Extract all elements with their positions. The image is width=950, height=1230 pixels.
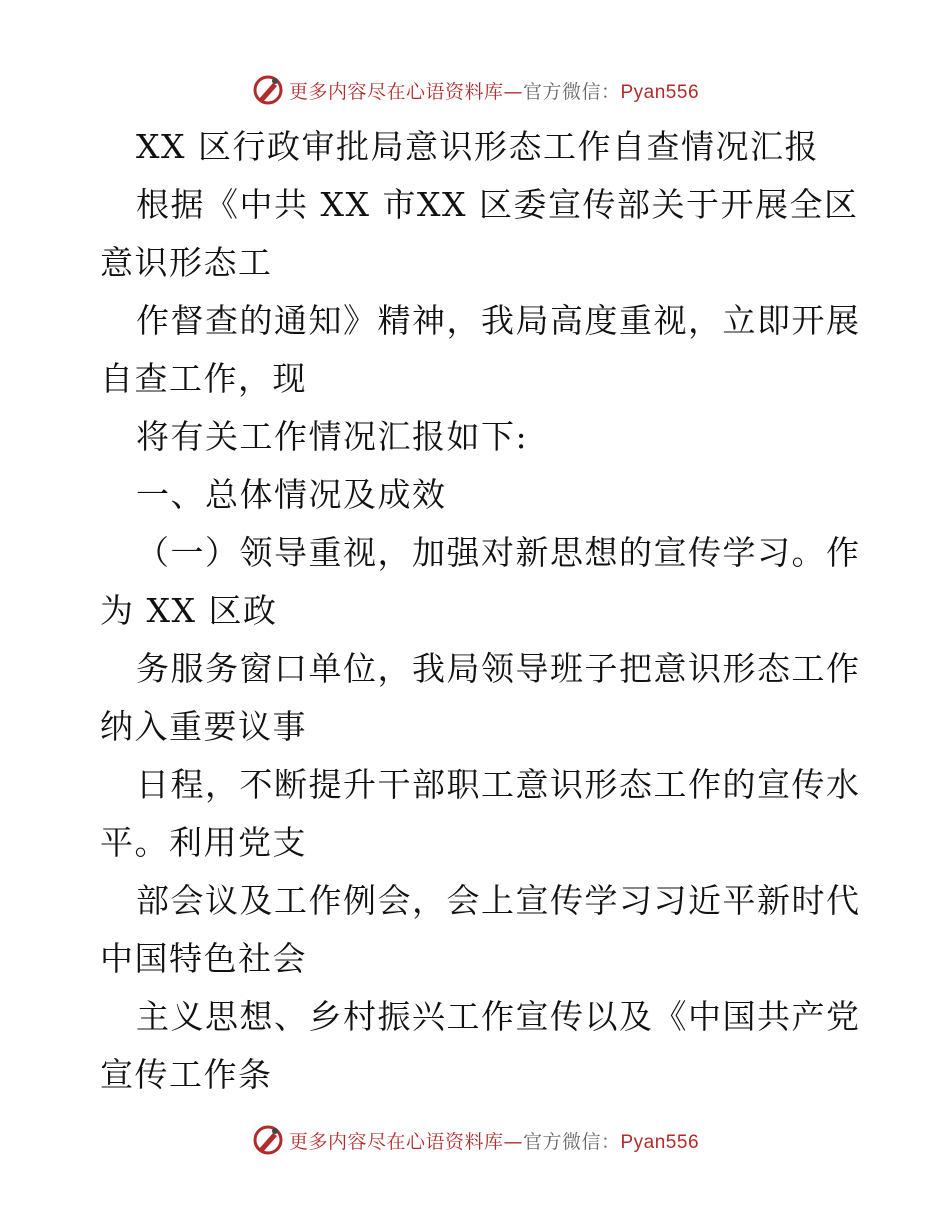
document-body bbox=[100, 118, 860, 1104]
banner-text: 更多内容尽在心语资料库—官方微信：Pyan556 bbox=[288, 1130, 700, 1153]
text-line: 部会议及工作例会，会上宣传学习习近平新时代 bbox=[136, 881, 861, 920]
subsection-heading: （一）领导重视，加强对新思想的宣传学习。作 bbox=[136, 533, 861, 572]
text-line: 中国特色社会 bbox=[100, 939, 307, 978]
footer-banner bbox=[0, 1120, 950, 1160]
text-line: 务服务窗口单位，我局领导班子把意识形态工作 bbox=[136, 649, 861, 688]
pen-logo-icon bbox=[251, 73, 285, 107]
text-line: 自查工作，现 bbox=[100, 359, 307, 398]
text-line: 纳入重要议事 bbox=[100, 707, 307, 746]
text-line: 根据《中共 XX 市XX 区委宣传部关于开展全区 bbox=[136, 185, 859, 224]
header-banner bbox=[0, 70, 950, 110]
banner-text: 更多内容尽在心语资料库—官方微信：Pyan556 bbox=[288, 80, 700, 103]
text-line: 宣传工作条 bbox=[100, 1055, 273, 1094]
text-line: 将有关工作情况汇报如下: bbox=[136, 417, 529, 456]
text-line: 日程，不断提升干部职工意识形态工作的宣传水 bbox=[136, 765, 861, 804]
text-line: 意识形态工 bbox=[100, 243, 273, 282]
document-title: XX 区行政审批局意识形态工作自查情况汇报 bbox=[136, 127, 819, 166]
section-heading: 一、总体情况及成效 bbox=[136, 475, 447, 514]
text-line: 为 XX 区政 bbox=[100, 591, 278, 630]
text-line: 作督查的通知》精神，我局高度重视，立即开展 bbox=[136, 301, 861, 340]
text-line: 平。利用党支 bbox=[100, 823, 307, 862]
pen-logo-icon bbox=[251, 1123, 285, 1157]
text-line: 主义思想、乡村振兴工作宣传以及《中国共产党 bbox=[136, 997, 861, 1036]
